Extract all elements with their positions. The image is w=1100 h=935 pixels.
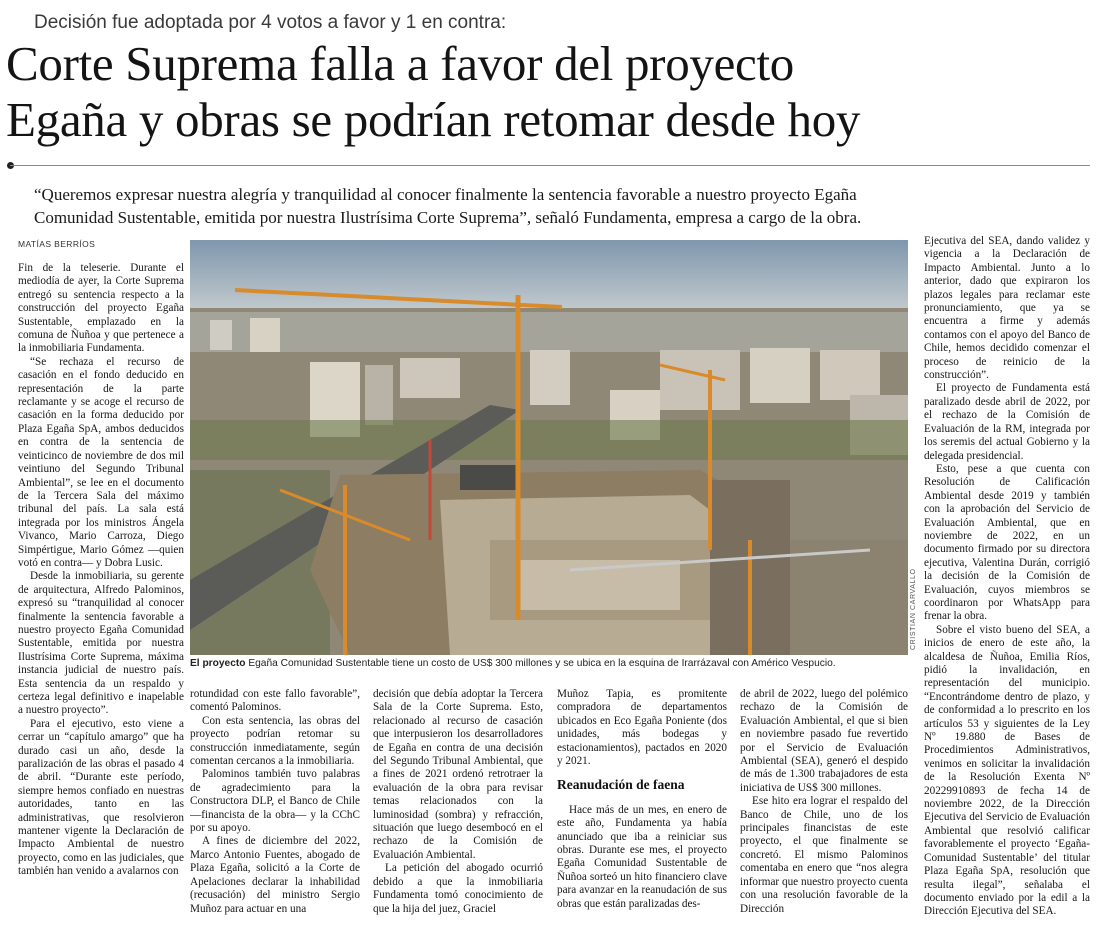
column-1 xyxy=(18,262,184,932)
paragraph: Hace más de un mes, en enero de este año, Fundamenta ya había anunciado que iba a reiniciar sus obras. Durante ese mes, el proyecto Egaña Comunidad Sustentable de Ñuñoa sorteó un hito financiero clave para avanzar en la reanudación de sus obras que están paralizadas des- xyxy=(557,803,727,910)
deck-line: “Queremos expresar nuestra alegría y tranquilidad al conocer finalmente la sentencia favorable a nuestro proyecto Egaña xyxy=(34,185,857,204)
photo-credit xyxy=(910,540,924,650)
column-2 xyxy=(190,688,360,932)
paragraph: rotundidad con este fallo favorable”, comentó Palominos. xyxy=(190,688,360,714)
divider xyxy=(10,165,1090,166)
subhead: Reanudación de faena xyxy=(557,777,685,793)
deck-line: Comunidad Sustentable, emitida por nuestra Ilustrísima Corte Suprema”, señaló Fundamenta, empresa a cargo de la obra. xyxy=(34,208,862,227)
column-4 xyxy=(557,688,727,932)
headline xyxy=(6,36,1100,148)
paragraph: de abril de 2022, luego del polémico rechazo de la Comisión de Evaluación Ambiental, el que si bien en noviembre pasado fue revertido por el Servicio de Evaluación Ambiental (SEA), generó el despido de más de 1.300 trabajadores de esta iniciativa de US$ 300 millones. xyxy=(740,688,908,794)
caption-text: Egaña Comunidad Sustentable tiene un costo de US$ 300 millones y se ubica en la esquina de Irarrázaval con Américo Vespucio. xyxy=(245,658,836,669)
caption-lead: El proyecto xyxy=(190,658,246,669)
headline-line: Egaña y obras se podrían retomar desde hoy xyxy=(6,92,861,147)
deck-quote xyxy=(34,183,1094,229)
paragraph: Con esta sentencia, las obras del proyecto podrían retomar su construcción inmediatamente, según comentan cercanos a la inmobiliaria. xyxy=(190,714,360,768)
paragraph: A fines de diciembre del 2022, Marco Antonio Fuentes, abogado de Plaza Egaña, solicitó a la Corte de Apelaciones declarar la inhabilidad (recusación) del ministro Sergio Muñoz para actuar en una xyxy=(190,835,360,915)
headline-line: Corte Suprema falla a favor del proyecto xyxy=(6,36,795,91)
paragraph: Palominos también tuvo palabras de agradecimiento para la Constructora DLP, el Banco de Chile —financista de la obra— y la CChC por su apoyo. xyxy=(190,768,360,835)
paragraph: Ejecutiva del SEA, dando validez y vigencia a la Declaración de Impacto Ambiental. Junto a lo anterior, dado que expiraron los plazos legales para reclamar este pronunciamiento, que ya se encuentra a firme y además contamos con el apoyo del Banco de Chile, hemos decidido comenzar el proceso de reinicio de la construcción”. xyxy=(924,235,1090,382)
photo-credit-text: CRISTIAN CARVALLO xyxy=(910,568,917,650)
paragraph: Sobre el visto bueno del SEA, a inicios de enero de este año, la alcaldesa de Ñuñoa, Emilia Ríos, pidió la invalidación, en representación del municipio. “Encontrándome dentro de plazo, y de conformidad a lo prescrito en los artículos 53 y siguientes de la Ley Nº 19.880 de Bases de Procedimientos Administrativos, venimos en solicitar la invalidación de la Resolución Exenta Nº 20229910893 de fecha 14 de noviembre 2022, de la Dirección Ejecutiva del Servicio de Evaluación Ambiental que resolvió calificar favorablemente el proyecto ‘Egaña-Comunidad Sustentable’ del titular Plaza Egaña SpA, resolución que resulta ilegal”, señalaba el documento enviado por la edil a la Dirección Ejecutiva del SEA. xyxy=(924,623,1090,918)
paragraph: Ese hito era lograr el respaldo del Banco de Chile, uno de los principales financistas de este proyecto, el que finalmente se concretó. El mismo Palominos comentaba en enero que “nos alegra informar que nuestro proyecto cuenta con una resolución favorable de la Dirección xyxy=(740,795,908,915)
column-6 xyxy=(924,235,1090,932)
kicker: Decisión fue adoptada por 4 votos a favor y 1 en contra: xyxy=(34,12,507,33)
paragraph: “Se rechaza el recurso de casación en el fondo deducido en representación de la parte reclamante y se acoge el recurso de casación en la forma deducido por Plaza Egaña SpA, ambos deducidos en contra de la sentencia de veinticinco de noviembre de dos mil veintiuno del Segundo Tribunal Ambiental”, se lee en el documento de la Tercera Sala del máximo tribunal del país. La sala está integrada por los ministros Ángela Vivanco, Mario Carroza, Diego Simpértigue, Mario Gómez —quien votó en contra— y Dobra Lusic. xyxy=(18,355,184,569)
paragraph: decisión que debía adoptar la Tercera Sala de la Corte Suprema. Esto, relacionado al recurso de casación que interpusieron los desarrolladores de Egaña en contra de una decisión del Segundo Tribunal Ambiental, que a fines de 2021 ordenó retrotraer la evaluación de la obra para revisar temas relacionados con la luminosidad (sombra) y refracción, situación que luego desembocó en el rechazo de la Comisión de Evaluación Ambiental. xyxy=(373,688,543,861)
paragraph: Desde la inmobiliaria, su gerente de arquitectura, Alfredo Palominos, expresó su “tranquilidad al conocer finalmente la sentencia favorable a nuestro proyecto Egaña Comunidad Sustentable, emitida por nuestra Ilustrísima Corte Suprema, máxima instancia judicial de nuestro país. Esta sentencia da un respaldo y certeza legal definitivo e inapelable a nuestro proyecto”. xyxy=(18,570,184,717)
paragraph: El proyecto de Fundamenta está paralizado desde abril de 2022, por el rechazo de la Comisión de Evaluación de la RM, integrada por los seremis del actual Gobierno y la delegada presidencial. xyxy=(924,382,1090,462)
paragraph: La petición del abogado ocurrió debido a que la inmobiliaria Fundamenta tomó conocimiento de que la hija del juez, Graciel xyxy=(373,862,543,915)
paragraph: Esto, pese a que cuenta con Resolución de Calificación Ambiental desde 2019 y también con la aprobación del Servicio de Evaluación Ambiental, que en noviembre de 2022, en un documento firmado por su directora ejecutiva, Valentina Durán, corrigió la decisión de la Comisión de Evaluación, cuyos miembros se coordinaron por WhatsApp para frenar la obra. xyxy=(924,462,1090,623)
byline: MATÍAS BERRÍOS xyxy=(18,239,96,249)
paragraph: Fin de la teleserie. Durante el mediodía de ayer, la Corte Suprema entregó su sentencia respecto a la construcción del proyecto Egaña Sustentable, emplazado en la comuna de Ñuñoa y que pertenece a la inmobiliaria Fundamenta. xyxy=(18,262,184,355)
photo-caption xyxy=(190,658,908,669)
column-3 xyxy=(373,688,543,932)
paragraph: Muñoz Tapia, es promitente compradora de departamentos ubicados en Eco Egaña Poniente (dos unidades, más bodegas y estacionamientos), pactados en 2020 y 2021. xyxy=(557,688,727,768)
construction-photo xyxy=(190,240,908,655)
column-5 xyxy=(740,688,908,932)
paragraph: Para el ejecutivo, esto viene a cerrar un “capítulo amargo” que ha durado casi un año, desde la paralización de las obras el pasado 4 de abril. “Durante este período, siempre hemos confiado en nuestras autoridades, tanto en las administrativas, que resolvieron mantener vigente la Declaración de Impacto Ambiental de nuestro proyecto, como en las judiciales, que también han venido a avalarnos con xyxy=(18,717,184,878)
